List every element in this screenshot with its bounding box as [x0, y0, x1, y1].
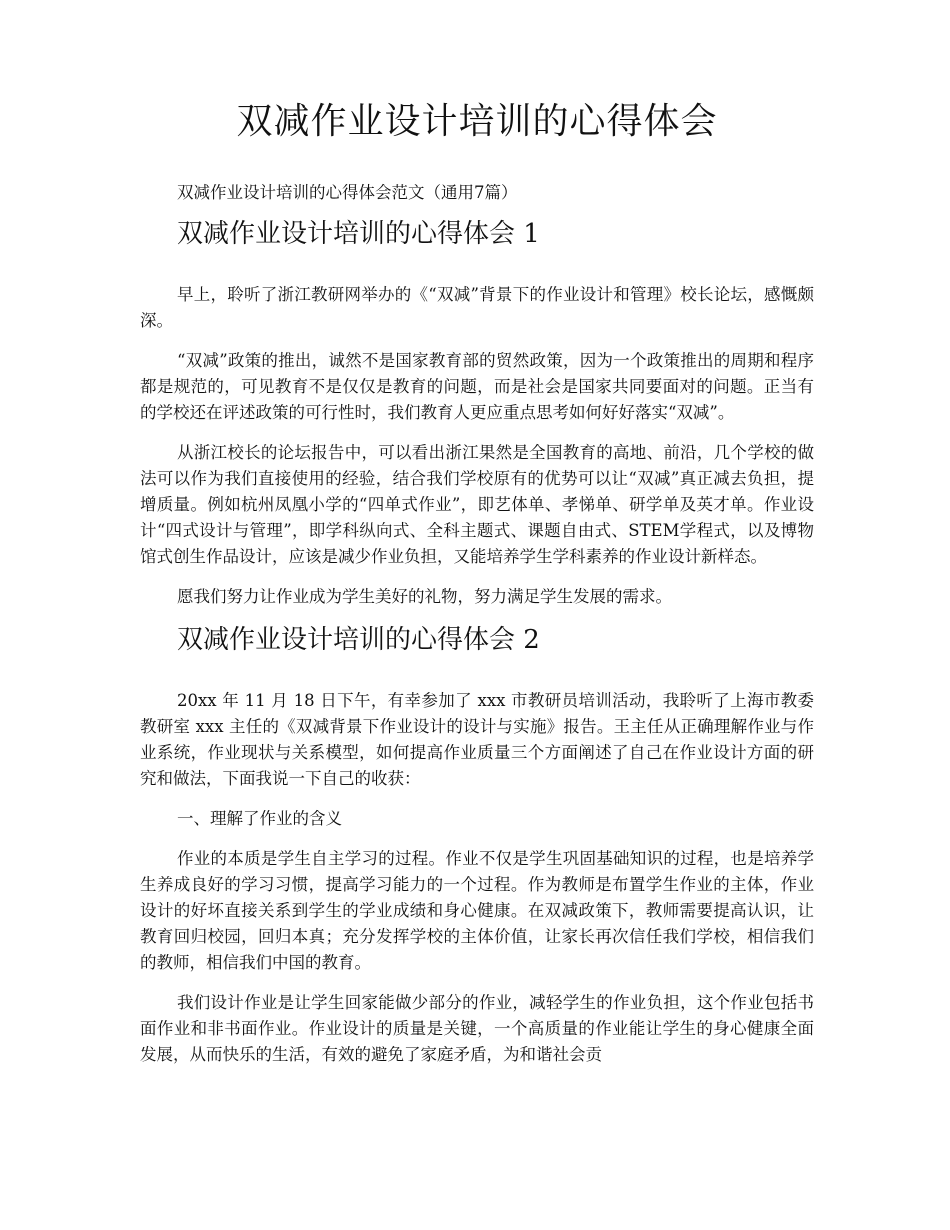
- section-2: [140, 620, 814, 1068]
- section-1: [140, 214, 814, 610]
- paragraph: 我们设计作业是让学生回家能做少部分的作业，减轻学生的作业负担，这个作业包括书面作业和非书面作业。作业设计的质量是关键，一个高质量的作业能让学生的身心健康全面发展，从而快乐的生活，有效的避免了家庭矛盾，为和谐社会贡: [140, 993, 814, 1064]
- document-title: 双减作业设计培训的心得体会: [236, 101, 718, 142]
- section-heading: 双减作业设计培训的心得体会 2: [177, 625, 540, 655]
- document-subtitle: 双减作业设计培训的心得体会范文（通用7篇）: [177, 183, 518, 202]
- paragraph: 早上，聆听了浙江教研网举办的《“双减”背景下的作业设计和管理》校长论坛，感慨颇深。: [140, 285, 814, 330]
- section-heading: 双减作业设计培训的心得体会 1: [177, 219, 540, 249]
- paragraph: 作业的本质是学生自主学习的过程。作业不仅是学生巩固基础知识的过程，也是培养学生养成良好的学习习惯，提高学习能力的一个过程。作为教师是布置学生作业的主体，作业设计的好坏直接关系到学生的学业成绩和身心健康。在双减政策下，教师需要提高认识，让教育回归校园，回归本真；充分发挥学校的主体价值，让家长再次信任我们学校，相信我们的教师，相信我们中国的教育。: [140, 849, 814, 972]
- paragraph: 20xx 年 11 月 18 日下午，有幸参加了 xxx 市教研员培训活动，我聆听了上海市教委教研室 xxx 主任的《双减背景下作业设计的设计与实施》报告。王主任从正确理解作业与作业系统，作业现状与关系模型，如何提高作业质量三个方面阐述了自己在作业设计方面的研究和做法，下面我说一下自己的收获：: [140, 691, 814, 788]
- paragraph: 愿我们努力让作业成为学生美好的礼物，努力满足学生发展的需求。: [177, 587, 672, 606]
- paragraph: 从浙江校长的论坛报告中，可以看出浙江果然是全国教育的高地、前沿，几个学校的做法可以作为我们直接使用的经验，结合我们学校原有的优势可以让“双减”真正减去负担，提增质量。例如杭州凤凰小学的“四单式作业”，即艺体单、孝悌单、研学单及英才单。作业设计“四式设计与管理”，即学科纵向式、全科主题式、课题自由式、STEM学程式，以及博物馆式创生作品设计，应该是减少作业负担，又能培养学生学科素养的作业设计新样态。: [140, 443, 814, 566]
- paragraph: “双减”政策的推出，诚然不是国家教育部的贸然政策，因为一个政策推出的周期和程序都是规范的，可见教育不是仅仅是教育的问题，而是社会是国家共同要面对的问题。正当有的学校还在评述政策的可行性时，我们教育人更应重点思考如何好好落实“双减”。: [140, 351, 814, 422]
- subsection-heading: 一、理解了作业的含义: [177, 809, 342, 828]
